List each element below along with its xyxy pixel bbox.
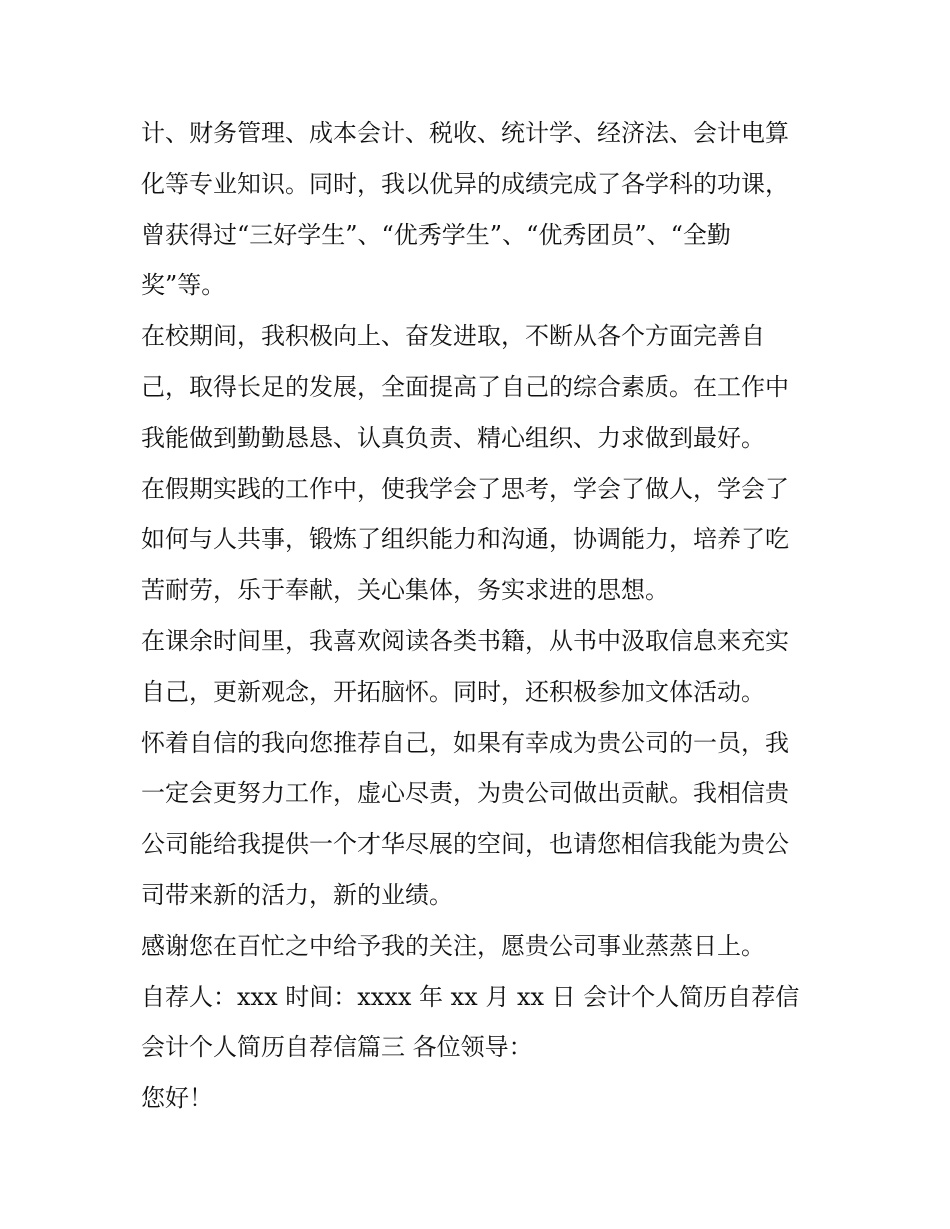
text-line: 曾获得过“三好学生”、“优秀学生”、“优秀团员”、“全勤 — [141, 220, 731, 249]
text-line: 一定会更努力工作，虚心尽责，为贵公司做出贡献。我相信贵 — [141, 779, 789, 808]
greeting-line: 您好！ — [141, 1084, 213, 1113]
text-line: 感谢您在百忙之中给予我的关注，愿贵公司事业蒸蒸日上。 — [141, 931, 765, 960]
text-line: 会计个人简历自荐信篇三 各位领导： — [141, 1033, 533, 1062]
text-line: 我能做到勤勤恳恳、认真负责、精心组织、力求做到最好。 — [141, 423, 765, 452]
text-line: 自己，更新观念，开拓脑怀。同时，还积极参加文体活动。 — [141, 677, 765, 706]
text-line: 在校期间，我积极向上、奋发进取，不断从各个方面完善自 — [141, 322, 765, 351]
text-line: 奖”等。 — [141, 271, 226, 300]
text-line: 公司能给我提供一个才华尽展的空间，也请您相信我能为贵公 — [141, 830, 789, 859]
signature-line: 自荐人：xxx 时间：xxxx 年 xx 月 xx 日 会计个人简历自荐信 — [141, 982, 800, 1011]
text-line: 苦耐劳，乐于奉献，关心集体，务实求进的思想。 — [141, 576, 669, 605]
text-line: 在假期实践的工作中，使我学会了思考，学会了做人，学会了 — [141, 474, 789, 503]
text-line: 如何与人共事，锻炼了组织能力和沟通，协调能力，培养了吃 — [141, 525, 789, 554]
text-line: 化等专业知识。同时，我以优异的成绩完成了各学科的功课， — [141, 169, 789, 198]
text-line: 怀着自信的我向您推荐自己，如果有幸成为贵公司的一员，我 — [141, 728, 789, 757]
text-line: 司带来新的活力，新的业绩。 — [141, 880, 453, 909]
letter-body — [141, 108, 821, 1124]
text-line: 在课余时间里，我喜欢阅读各类书籍，从书中汲取信息来充实 — [141, 626, 789, 655]
text-line: 己，取得长足的发展，全面提高了自己的综合素质。在工作中 — [141, 372, 789, 401]
text-line: 计、财务管理、成本会计、税收、统计学、经济法、会计电算 — [141, 119, 789, 147]
